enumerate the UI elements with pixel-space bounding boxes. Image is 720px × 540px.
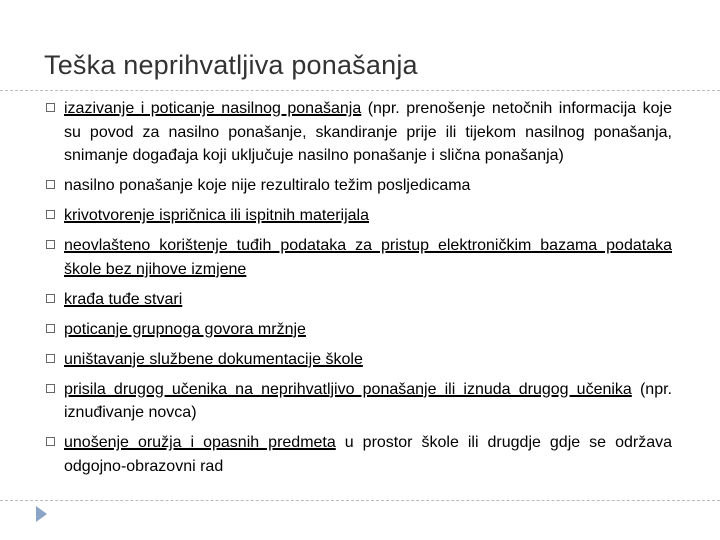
divider-top bbox=[0, 90, 720, 91]
play-arrow-icon bbox=[36, 506, 47, 522]
underlined-text: neovlašteno korištenje tuđih podataka za pristup elektroničkim bazama podataka škole bez njihove izmjene bbox=[64, 237, 672, 278]
list-item bbox=[46, 204, 672, 228]
underlined-text: krivotvorenje ispričnica ili ispitnih materijala bbox=[64, 207, 369, 224]
divider-bottom bbox=[0, 500, 720, 501]
list-item bbox=[46, 378, 672, 425]
underlined-text: uništavanje službene dokumentacije škole bbox=[64, 350, 363, 368]
underlined-text: poticanje grupnoga govora mržnje bbox=[64, 320, 306, 338]
list-item bbox=[46, 318, 672, 342]
list-item bbox=[46, 348, 672, 372]
square-bullet-icon bbox=[46, 210, 55, 219]
square-bullet-icon bbox=[46, 240, 55, 249]
list-item bbox=[46, 174, 672, 198]
list-item bbox=[46, 97, 672, 168]
square-bullet-icon bbox=[46, 384, 55, 393]
list-item bbox=[46, 234, 672, 281]
square-bullet-icon bbox=[46, 324, 55, 333]
underlined-text: izazivanje i poticanje nasilnog ponašanja bbox=[64, 100, 362, 117]
underlined-text: prisila drugog učenika na neprihvatljivo ponašanje ili iznuda drugog učenika bbox=[64, 380, 632, 398]
list-item bbox=[46, 431, 672, 478]
item-text: (npr. prenošenje netočnih informacija koje su povod za nasilno ponašanje, skandiranje prije ili tijekom nasilnog ponašanja, snimanje događaja koji uključuje nasilno ponašanje i slična ponašanja) bbox=[64, 100, 672, 164]
item-text: (npr. iznuđivanje novca) bbox=[64, 380, 672, 421]
item-text: nasilno ponašanje koje nije rezultiralo težim posljedicama bbox=[64, 177, 471, 194]
slide-title: Teška neprihvatljiva ponašanja bbox=[44, 50, 418, 80]
underlined-text: unošenje oružja i opasnih predmeta bbox=[64, 434, 336, 451]
underlined-text: krađa tuđe stvari bbox=[64, 290, 183, 308]
square-bullet-icon bbox=[46, 180, 55, 189]
square-bullet-icon bbox=[46, 103, 55, 112]
square-bullet-icon bbox=[46, 437, 55, 446]
item-text: u prostor škole ili drugdje gdje se održava odgojno-obrazovni rad bbox=[64, 434, 673, 475]
list-item bbox=[46, 288, 672, 312]
square-bullet-icon bbox=[46, 294, 55, 303]
bullet-list bbox=[46, 97, 672, 485]
square-bullet-icon bbox=[46, 354, 55, 363]
